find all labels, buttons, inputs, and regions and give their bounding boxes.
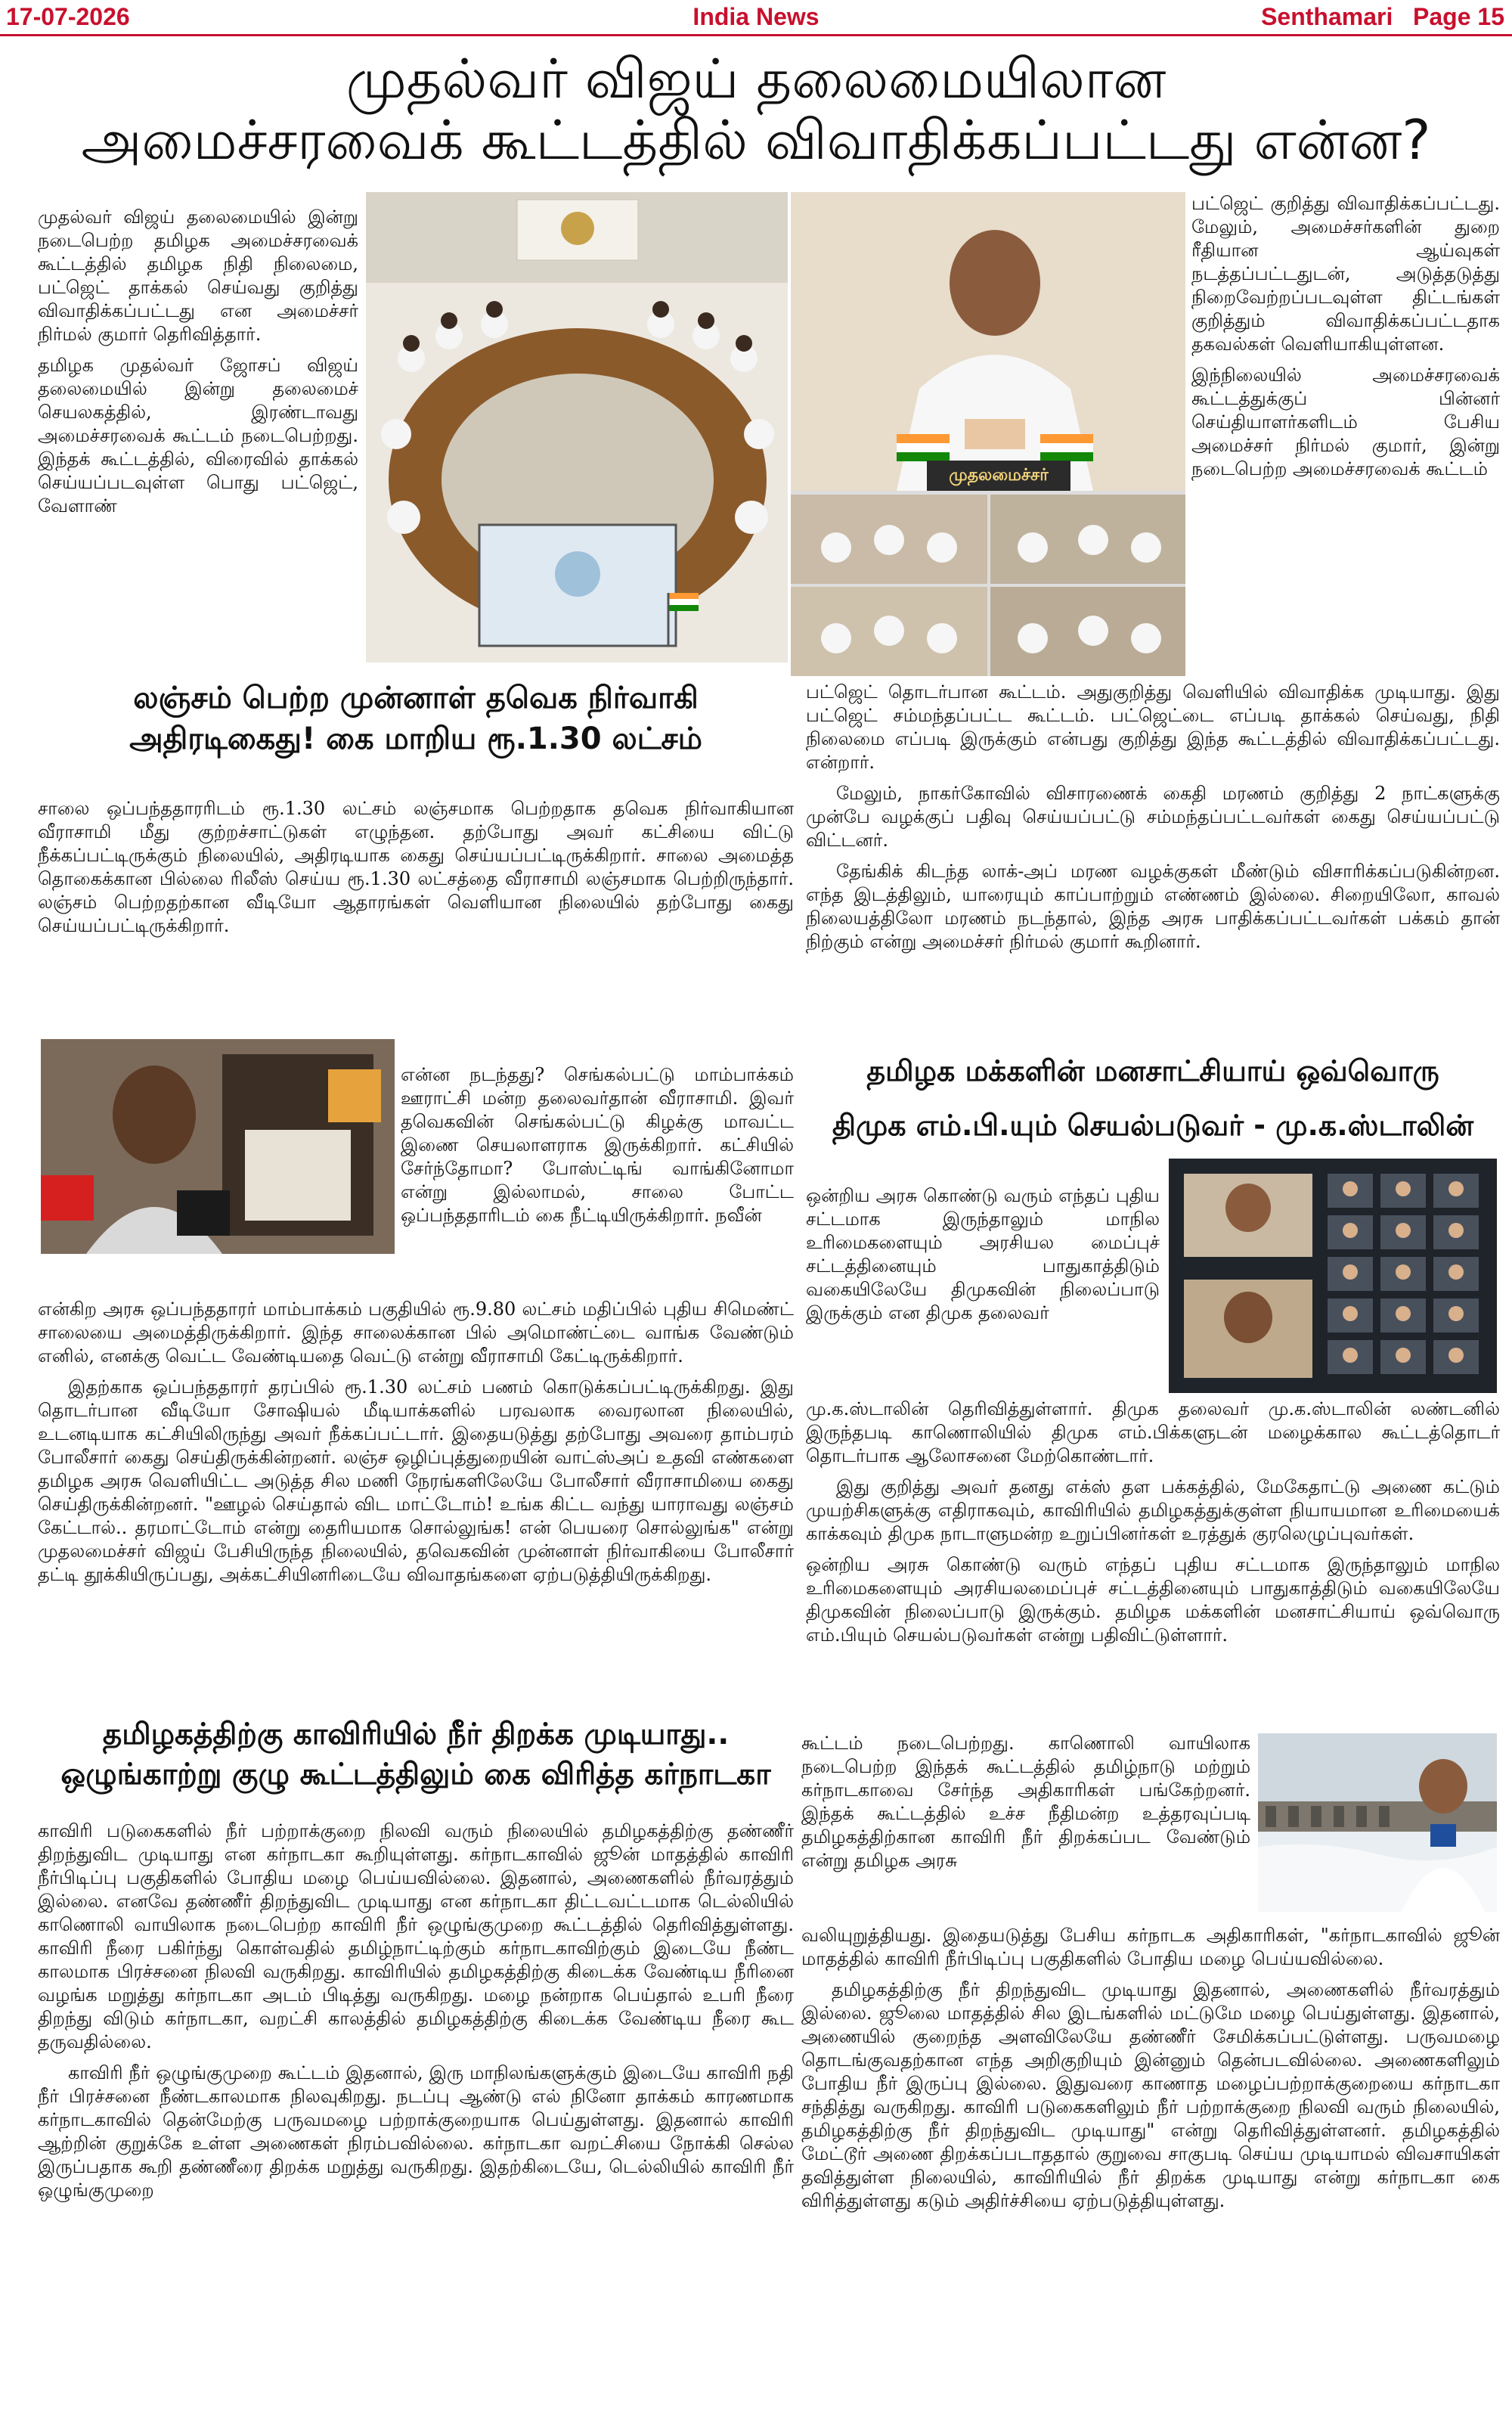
- story4-right-paragraph-1a: கூட்டம் நடைபெற்றது. காணொலி வாயிலாக நடைபெற்ற இந்தக் கூட்டத்தில் தமிழ்நாடு மற்றும் கர்நாடகாவை சேர்ந்த அதிகாரிகள் பங்கேற்றனர். இந்தக் கூட்டத்தில் உச்ச நீதிமன்ற உத்தரவுப்படி தமிழகத்திற்கான காவிரி நீர் திறக்கப்பட வேண்டும் என்று தமிழக அரசு: [801, 1733, 1250, 1871]
- header-paper-name: India News: [692, 3, 820, 30]
- story4-left-paragraph-1: காவிரி படுகைகளில் நீர் பற்றாக்குறை நிலவி வரும் நிலையில் தமிழகத்திற்கு தண்ணீர் திறந்துவிட முடியாது என கர்நாடகா கூறியுள்ளது. கர்நாடகாவில் ஜூன் மாதத்தில் காவிரி நீர்பிடிப்பு பகுதிகளில் போதிய மழை பெய்யவில்லை. இதனால், அணைகளில் நீர்வரத்தும் இல்லை. எனவே தண்ணீர் திறந்துவிட முடியாது என கர்நாடகா திட்டவட்டமாக டெல்லியில் காணொலி வாயிலாக நடைபெற்ற காவிரி நீர் ஒழுங்குமுறை கூட்டத்தில் தெரிவித்துள்ளது. காவிரி நீரை பகிர்ந்து கொள்வதில் தமிழ்நாட்டிற்கும் கர்நாடகாவிற்கும் இடையே நீண்ட காலமாக பிரச்சனை நிலவி வருகிறது. காவிரியில் தமிழகத்திற்கு கிடைக்க வேண்டிய நீரினை வழங்க மறுத்து கர்நாடகா அடம் பிடித்து வருகிறது. மழை நன்றாக பெய்தால் உபரி நீரை திறந்து விடும் கர்நாடகா, வறட்சி காலத்தில் தமிழகத்திற்கு கிடைக்க வேண்டிய நீரை கூட தருவதில்லை.: [38, 1820, 794, 2052]
- cabinet-meeting-photo: [366, 192, 788, 662]
- story1-left-column: [38, 206, 358, 667]
- story3-beside-photo: [806, 1184, 1160, 1404]
- story4-right-paragraph-1b: வலியுறுத்தியது. இதையடுத்து பேசிய கர்நாடக அதிகாரிகள், "கர்நாடகாவில் ஜூன் மாதத்தில் காவிரி நீர்பிடிப்பு பகுதிகளில் போதிய மழை பெய்யவில்லை.: [801, 1925, 1500, 1969]
- page-header: [0, 0, 1512, 36]
- story1-left-paragraph-1: முதல்வர் விஜய் தலைமையில் இன்று நடைபெற்ற தமிழக அமைச்சரவைக் கூட்டத்தில் தமிழக நிதி நிலைமை, பட்ஜெட் தாக்கல் செய்வது குறித்து விவாதிக்கப்பட்டது என அமைச்சர் நிர்மல் குமார் தெரிவித்தார்.: [38, 206, 358, 345]
- header-date: 17-07-2026: [6, 3, 130, 30]
- story1-headline: [0, 48, 1512, 170]
- story2-body: [38, 1298, 794, 1782]
- story2-paragraph-1: சாலை ஒப்பந்ததாரரிடம் ரூ.1.30 லட்சம் லஞ்சமாக பெற்றதாக தவெக நிர்வாகியான வீராசாமி மீது குற்றச்சாட்டுகள் எழுந்தன. தற்போது அவர் கட்சியை விட்டு நீக்கப்பட்டிருக்கும் நிலையில், அதிரடியாக கைது செய்யப்பட்டிருக்கிறார். சாலை அமைத்த தொகைக்கான பில்லை ரிலீஸ் செய்ய ரூ.1.30 லட்சத்தை வீராசாமி லஞ்சமாக பெற்றிருந்தார். லஞ்சம் பெற்றதற்கான வீடியோ ஆதாரங்கள் வெளியான நிலையில் தற்போது கைது செய்யப்பட்டிருக்கிறார்.: [38, 798, 794, 936]
- video-conference-photo: [1169, 1159, 1497, 1393]
- story2-headline-line1: லஞ்சம் பெற்ற முன்னாள் தவெக நிர்வாகி: [133, 681, 699, 715]
- story3-body: [806, 1398, 1500, 1708]
- story3-paragraph-1b: மு.க.ஸ்டாலின் தெரிவித்துள்ளார். திமுக தலைவர் மு.க.ஸ்டாலின் லண்டனில் இருந்தபடி காணொலியில் திமுக எம்.பிக்களுடன் மழைக்கால கூட்டத்தொடர் தொடர்பாக ஆலோசனை மேற்கொண்டார்.: [806, 1398, 1500, 1466]
- story1-continuation-paragraph-2: மேலும், நாகர்கோவில் விசாரணைக் கைதி மரணம் குறித்து 2 நாட்களுக்கு முன்பே வழக்குப் பதிவு செய்யப்பட்டு சம்மந்தப்பட்டவர்கள் கைது செய்யப்பட்டு விட்டனர்.: [806, 783, 1500, 851]
- story4-headline-line1: தமிழகத்திற்கு காவிரியில் நீர் திறக்க முடியாது..: [102, 1717, 730, 1751]
- story3-headline: [806, 1044, 1500, 1153]
- veerasamy-press-photo: [41, 1039, 395, 1254]
- story4-headline-line2: ஒழுங்காற்று குழு கூட்டத்திலும் கை விரித்த கர்நாடகா: [60, 1757, 771, 1792]
- story4-left-column: [38, 1820, 794, 2409]
- story1-right-paragraph-2: இந்நிலையில் அமைச்சரவைக் கூட்டத்துக்குப் பின்னர் செய்தியாளர்களிடம் பேசிய அமைச்சர் நிர்மல் குமார், இன்று நடைபெற்ற அமைச்சரவைக் கூட்டம்: [1191, 365, 1500, 479]
- dam-and-minister-photo: [1258, 1733, 1497, 1912]
- chief-minister-collage-photo: [791, 192, 1185, 676]
- story4-right-column: [801, 1924, 1500, 2409]
- story1-right-column: [1191, 192, 1500, 676]
- story1-headline-line1: முதல்வர் விஜய் தலைமையிலான: [345, 47, 1167, 110]
- story1-right-paragraph-1: பட்ஜெட் குறித்து விவாதிக்கப்பட்டது. மேலும், அமைச்சர்களின் துறை ரீதியான ஆய்வுகள் நடத்தப்பட்டதுடன், அடுத்தடுத்து நிறைவேற்றப்படவுள்ள திட்டங்கள் குறித்தும் விவாதிக்கப்பட்டதாக தகவல்கள் வெளியாகியுள்ளன.: [1191, 193, 1500, 355]
- story2-intro: [38, 797, 794, 948]
- story2-headline-line2: அதிரடிகைது! கை மாறிய ரூ.1.30 லட்சம்: [129, 721, 702, 756]
- story1-continuation-paragraph-3: தேங்கிக் கிடந்த லாக்-அப் மரண வழக்குகள் மீண்டும் விசாரிக்கப்படுகின்றன. எந்த இடத்திலும், யாரையும் காப்பாற்றும் எண்ணம் இல்லை. சிறையிலோ, காவல் நிலையத்திலோ மரணம் நடந்தால், இந்த அரசு பாதிக்கப்பட்டவர்கள் பக்கம் தான் நிற்கும் என்று அமைச்சர் நிர்மல் குமார் கூறினார்.: [806, 861, 1500, 952]
- story1-continuation: [806, 681, 1500, 976]
- story3-paragraph-3: ஒன்றிய அரசு கொண்டு வரும் எந்தப் புதிய சட்டமாக இருந்தாலும் மாநில உரிமைகளையும் அரசியலமைப்புச் சட்டத்தினையும் பாதுகாத்திடும் வகையிலேயே திமுகவின் நிலைப்பாடு இருக்கும். தமிழக மக்களின் மனசாட்சியாய் ஒவ்வொரு எம்.பியும் செயல்படுவர்கள் என்று பதிவிட்டுள்ளார்.: [806, 1554, 1500, 1646]
- header-page-number: Senthamari Page 15: [1261, 3, 1504, 30]
- story2-beside-photo: [401, 1063, 794, 1298]
- story1-left-paragraph-2: தமிழக முதல்வர் ஜோசப் விஜய் தலைமையில் இன்று தலைமைச் செயலகத்தில், இரண்டாவது அமைச்சரவைக் கூட்டம் நடைபெற்றது. இந்தக் கூட்டத்தில், விரைவில் தாக்கல் செய்யப்படவுள்ள பொது பட்ஜெட், வேளாண்: [38, 355, 358, 517]
- story1-continuation-paragraph-1: பட்ஜெட் தொடர்பான கூட்டம். அதுகுறித்து வெளியில் விவாதிக்க முடியாது. இது பட்ஜெட் சம்மந்தப்பட்ட கூட்டம். பட்ஜெட்டை எப்படி தாக்கல் செய்வது, நிதி நிலைமை எப்படி இருக்கும் என்பது குறித்து இந்த கூட்டத்தில் விவாதிக்கப்பட்டது. என்றார்.: [806, 681, 1500, 773]
- story2-paragraph-2a: என்ன நடந்தது? செங்கல்பட்டு மாம்பாக்கம் ஊராட்சி மன்ற தலைவர்தான் வீராசாமி. இவர் தவெகவின் செங்கல்பட்டு கிழக்கு மாவட்ட இணை செயலாளராக இருக்கிறார். கட்சியில் சேர்ந்தோமா? போஸ்ட்டிங் வாங்கினோமா என்று இல்லாமல், சாலை போட்ட ஒப்பந்ததாரிடம் கை நீட்டியிருக்கிறார். நவீன்: [401, 1064, 794, 1226]
- chief-minister-nameplate: முதலமைச்சர்: [949, 466, 1049, 485]
- story4-beside-photo: [801, 1732, 1250, 1921]
- story3-paragraph-1a: ஒன்றிய அரசு கொண்டு வரும் எந்தப் புதிய சட்டமாக இருந்தாலும் மாநில உரிமைகளையும் அரசியல மைப்புச் சட்டத்தினையும் பாதுகாத்திடும் வகையிலேயே திமுகவின் நிலைப்பாடு இருக்கும் என திமுக தலைவர்: [806, 1185, 1160, 1323]
- story1-headline-line2: அமைச்சரவைக் கூட்டத்தில் விவாதிக்கப்பட்டது என்ன?: [81, 107, 1431, 172]
- story2-paragraph-3: இதற்காக ஒப்பந்ததாரர் தரப்பில் ரூ.1.30 லட்சம் பணம் கொடுக்கப்பட்டிருக்கிறது. இது தொடர்பான வீடியோ சோஷியல் மீடியாக்களில் பரவலாக வைரலான நிலையில், உடனடியாக கட்சியிலிருந்து அவர் நீக்கப்பட்டார். இதையடுத்து தற்போது அவரை தாம்பரம் போலீசார் கைது செய்திருக்கின்றனர். லஞ்ச ஒழிப்புத்துறையின் வாட்ஸ்அப் உதவி எண்களை தமிழக அரசு வெளியிட்ட அடுத்த சில மணி நேரங்களிலேயே போலீசார் வீராசாமியை கைது செய்திருக்கின்றனர். "ஊழல் செய்தால் விட மாட்டோம்! உங்க கிட்ட வந்து யாராவது லஞ்சம் கேட்டால்.. தரமாட்டோம் என்று தைரியமாக சொல்லுங்க! என் பெயரை சொல்லுங்க" என்று முதலமைச்சர் விஜய் பேசியிருந்த நிலையில், தவெகவின் முன்னாள் நிர்வாகியை போலீசார் தட்டி தூக்கியிருப்பது, அக்கட்சியினரிடையே விவாதங்களை ஏற்படுத்தியிருக்கிறது.: [38, 1376, 794, 1585]
- story3-paragraph-2: இது குறித்து அவர் தனது எக்ஸ் தள பக்கத்தில், மேகேதாட்டு அணை கட்டும் முயற்சிகளுக்கு எதிராகவும், காவிரியில் தமிழகத்துக்குள்ள நியாயமான உரிமையைக் காக்கவும் திமுக நாடாளுமன்ற உறுப்பினர்கள் உரத்துக் குரலெழுப்புவர்கள்.: [806, 1476, 1500, 1544]
- story4-left-paragraph-2: காவிரி நீர் ஒழுங்குமுறை கூட்டம் இதனால், இரு மாநிலங்களுக்கும் இடையே காவிரி நதி நீர் பிரச்சனை நீண்டகாலமாக நிலவுகிறது. நடப்பு ஆண்டு எல் நினோ தாக்கம் காரணமாக கர்நாடகாவில் தென்மேற்கு பருவமழை பற்றாக்குறையாக பெய்துள்ளது. இதனால் காவிரி ஆற்றின் குறுக்கே உள்ள அணைகள் நிரம்பவில்லை. கர்நாடகா வறட்சியை நோக்கி செல்ல இருப்பதாக கூறி தண்ணீரை திறக்க மறுத்து வருகிறது. இதற்கிடையே, டெல்லியில் காவிரி நீர் ஒழுங்குமுறை: [38, 2062, 794, 2201]
- story4-right-paragraph-2: தமிழகத்திற்கு நீர் திறந்துவிட முடியாது இதனால், அணைகளில் நீர்வரத்தும் இல்லை. ஜூலை மாதத்தில் சில இடங்களில் மட்டுமே மழை பெய்துள்ளது. இதனால், அணையில் குறைந்த அளவிலேயே தண்ணீர் சேமிக்கப்பட்டுள்ளது. பருவமழை தொடங்குவதற்கான எந்த அறிகுறியும் இன்னும் தென்படவில்லை. அணைகளிலும் போதிய நீர் இருப்பு இல்லை. இதுவரை காணாத மழைப்பற்றாக்குறையை கர்நாடகா சந்தித்து வருகிறது. காவிரி படுகைகளிலும் நீர் பற்றாக்குறை நிலவி வரும் நிலையில், தமிழகத்திற்கு நீர் திறந்துவிட முடியாது" என்று தெரிவித்துள்ளனர். தமிழகத்தில் மேட்டூர் அணை திறக்கப்படாததால் குறுவை சாகுபடி செய்ய முடியாமல் விவசாயிகள் தவித்துள்ள நிலையில், காவிரியில் நீர் திறக்க முடியாது என்று கர்நாடகா கை விரித்துள்ளது கடும் அதிர்ச்சியை ஏற்படுத்தியுள்ளது.: [801, 1979, 1500, 2211]
- story4-headline: [38, 1715, 794, 1795]
- story3-headline-line2: திமுக எம்.பி.யும் செயல்படுவர் - மு.க.ஸ்டாலின்: [832, 1109, 1474, 1143]
- story2-paragraph-2b: என்கிற அரசு ஒப்பந்ததாரர் மாம்பாக்கம் பகுதியில் ரூ.9.80 லட்சம் மதிப்பில் புதிய சிமெண்ட் சாலையை அமைத்திருக்கிறார். இந்த சாலைக்கான பில் அமொண்ட்டை வாங்க வேண்டும் எனில், எனக்கு வெட்ட வேண்டியதை வெட்டு என்று வீராசாமி கேட்டிருக்கிறார்.: [38, 1298, 794, 1367]
- story3-headline-line1: தமிழக மக்களின் மனசாட்சியாய் ஒவ்வொரு: [866, 1054, 1439, 1087]
- story2-headline: [38, 678, 794, 759]
